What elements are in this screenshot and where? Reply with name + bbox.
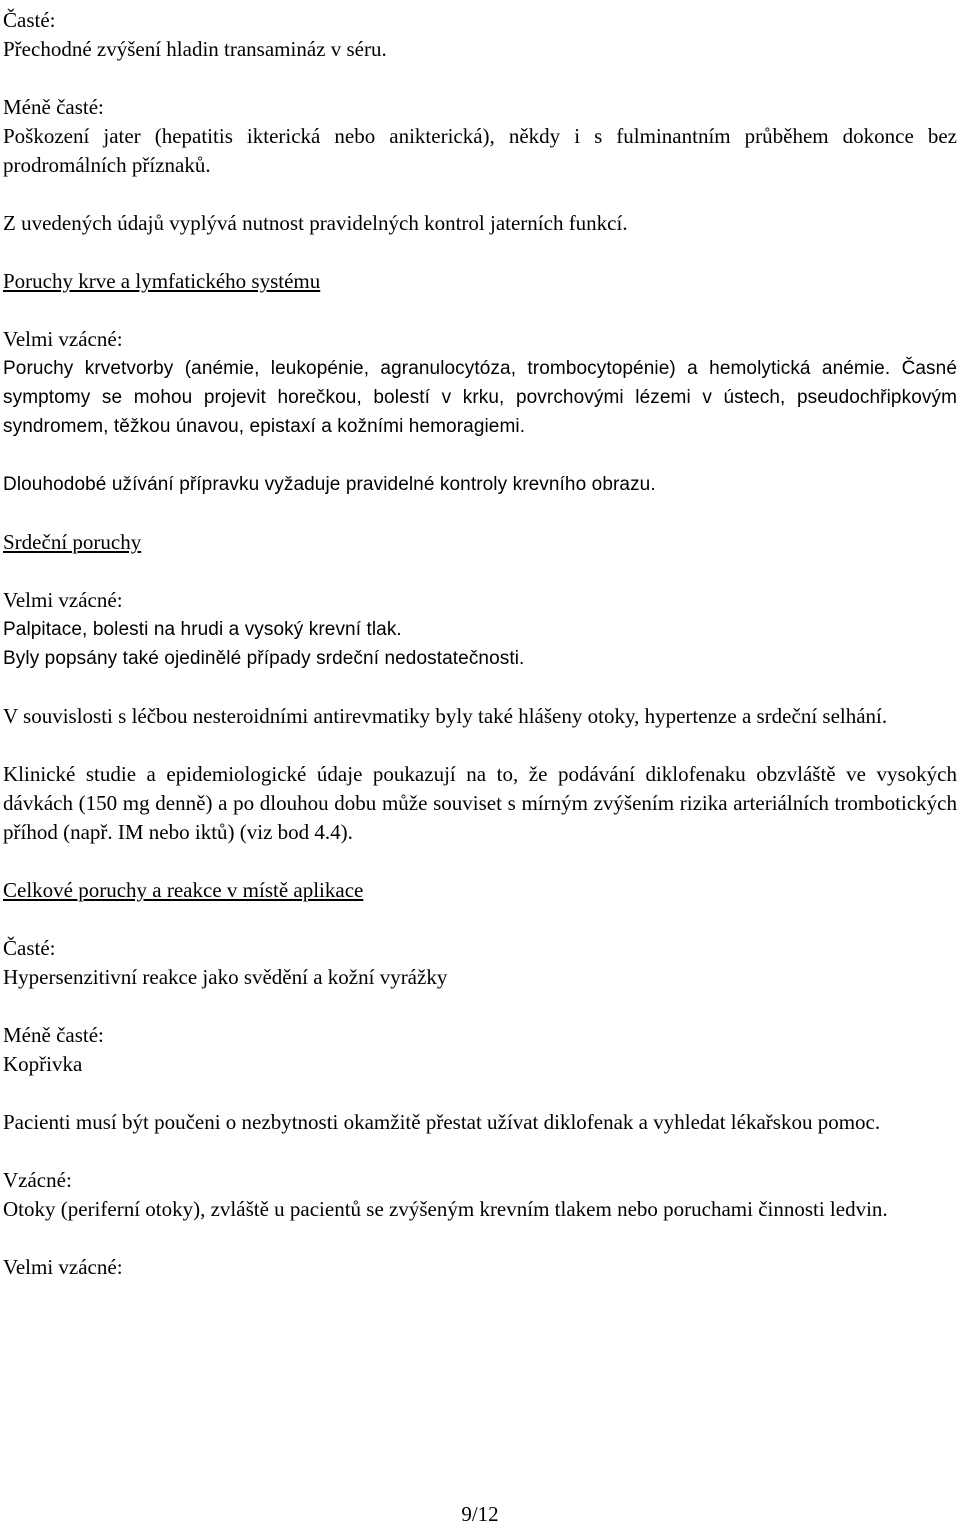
blood-very-rare-text: Poruchy krvetvorby (anémie, leukopénie, agranulocytóza, trombocytopénie) a hemolytická anémie. Časné symptomy se mohou projevit horečkou, bolestí v krku, povrchovými lézemi v ústech, pseudochřipkovým syndromem, těžkou únavou, epistaxí a kožními hemoragiemi.	[3, 358, 957, 437]
liver-common-text: Přechodné zvýšení hladin transamináz v séru.	[3, 37, 387, 61]
section-heading-heart: Srdeční poruchy	[3, 530, 142, 554]
heart-very-rare-line2: Byly popsány také ojedinělé případy srdeční nedostatečnosti.	[3, 648, 525, 669]
document-page	[3, 6, 957, 1282]
frequency-label-very-rare: Velmi vzácné:	[3, 588, 123, 612]
blood-monitoring-note: Dlouhodobé užívání přípravku vyžaduje pravidelné kontroly krevního obrazu.	[3, 474, 656, 495]
section-heading-blood: Poruchy krve a lymfatického systému	[3, 269, 321, 293]
general-common-text: Hypersenzitivní reakce jako svědění a kožní vyrážky	[3, 965, 448, 989]
frequency-label-very-rare: Velmi vzácné:	[3, 1255, 123, 1279]
frequency-label-common: Časté:	[3, 936, 56, 960]
liver-monitoring-note: Z uvedených údajů vyplývá nutnost pravidelných kontrol jaterních funkcí.	[3, 211, 628, 235]
section-heading-general: Celkové poruchy a reakce v místě aplikace	[3, 878, 364, 902]
patient-instruction-note: Pacienti musí být poučeni o nezbytnosti okamžitě přestat užívat diklofenak a vyhledat lékařskou pomoc.	[3, 1110, 881, 1134]
general-uncommon-text: Kopřivka	[3, 1052, 83, 1076]
frequency-label-uncommon: Méně časté:	[3, 95, 104, 119]
frequency-label-rare: Vzácné:	[3, 1168, 72, 1192]
general-rare-text: Otoky (periferní otoky), zvláště u pacientů se zvýšeným krevním tlakem nebo poruchami činnosti ledvin.	[3, 1197, 888, 1221]
page-number: 9/12	[461, 1502, 499, 1526]
heart-very-rare-line1: Palpitace, bolesti na hrudi a vysoký krevní tlak.	[3, 619, 402, 640]
frequency-label-common: Časté:	[3, 8, 56, 32]
liver-uncommon-text: Poškození jater (hepatitis ikterická nebo anikterická), někdy i s fulminantním průběhem dokonce bez prodromálních příznaků.	[3, 124, 957, 177]
frequency-label-uncommon: Méně časté:	[3, 1023, 104, 1047]
nsaid-heart-note: V souvislosti s léčbou nesteroidními antirevmatiky byly také hlášeny otoky, hypertenze a srdeční selhání.	[3, 704, 888, 728]
clinical-studies-note: Klinické studie a epidemiologické údaje poukazují na to, že podávání diklofenaku obzvláště ve vysokých dávkách (150 mg denně) a po dlouhou dobu může souviset s mírným zvýšením rizika arteriálních trombotických příhod (např. IM nebo iktů) (viz bod 4.4).	[3, 762, 957, 844]
frequency-label-very-rare: Velmi vzácné:	[3, 327, 123, 351]
